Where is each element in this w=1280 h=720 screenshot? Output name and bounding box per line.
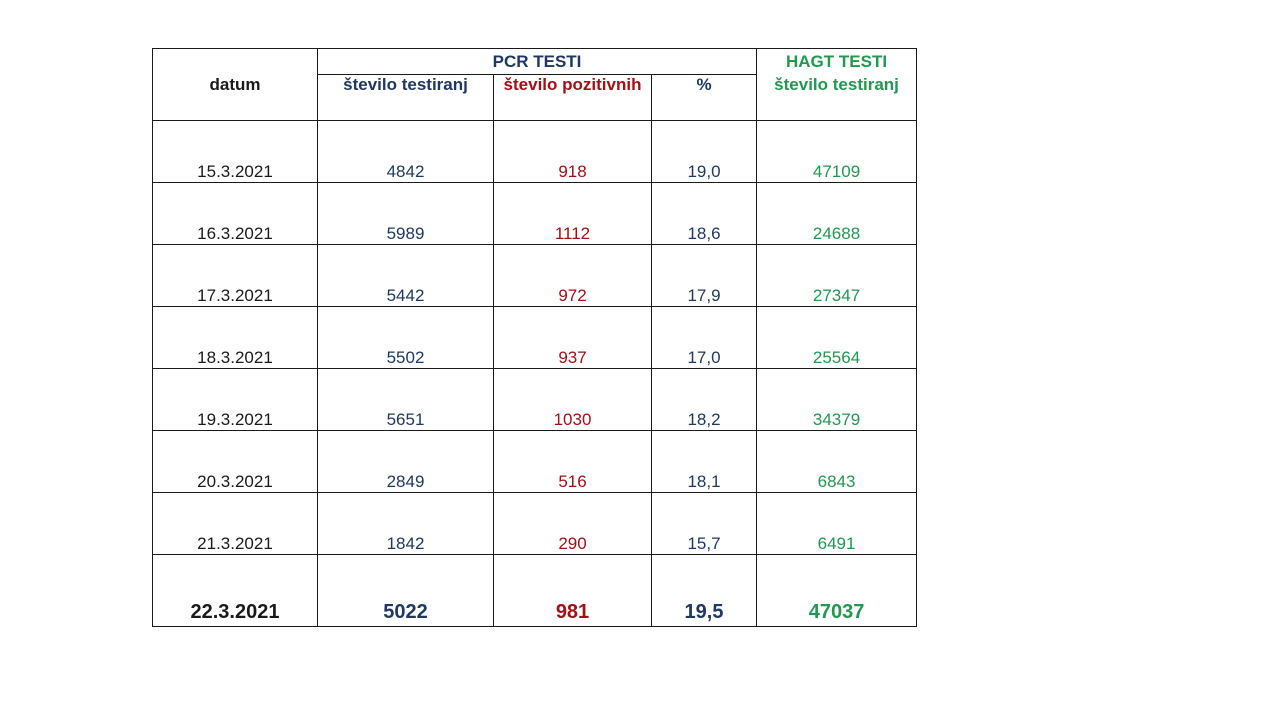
cell-positive: 972: [494, 245, 652, 307]
cell-date: 22.3.2021: [153, 555, 318, 627]
cell-date: 18.3.2021: [153, 307, 318, 369]
cell-pcr-tests: 1842: [318, 493, 494, 555]
cell-date: 19.3.2021: [153, 369, 318, 431]
cell-pcr-tests: 5989: [318, 183, 494, 245]
table-row: [153, 431, 917, 493]
cell-pcr-tests: 2849: [318, 431, 494, 493]
cell-percent: 19,5: [652, 555, 757, 627]
cell-hagt-tests: 6491: [757, 493, 917, 555]
table-row: [153, 307, 917, 369]
cell-percent: 18,1: [652, 431, 757, 493]
cell-date: 17.3.2021: [153, 245, 318, 307]
cell-positive: 937: [494, 307, 652, 369]
cell-percent: 17,9: [652, 245, 757, 307]
table-row: [153, 183, 917, 245]
header-hagt-group: HAGT TESTI: [757, 49, 917, 75]
table-row: [153, 369, 917, 431]
cell-positive: 290: [494, 493, 652, 555]
cell-pcr-tests: 5022: [318, 555, 494, 627]
cell-date: 21.3.2021: [153, 493, 318, 555]
cell-positive: 981: [494, 555, 652, 627]
header-pcr-tests: število testiranj: [318, 75, 494, 121]
testing-table-sheet: [152, 48, 916, 626]
cell-percent: 15,7: [652, 493, 757, 555]
table-row: [153, 245, 917, 307]
cell-pcr-tests: 5442: [318, 245, 494, 307]
cell-hagt-tests: 25564: [757, 307, 917, 369]
table-row-highlight: [153, 555, 917, 627]
cell-positive: 918: [494, 121, 652, 183]
cell-percent: 19,0: [652, 121, 757, 183]
cell-positive: 1112: [494, 183, 652, 245]
table-row: [153, 121, 917, 183]
cell-positive: 1030: [494, 369, 652, 431]
cell-date: 15.3.2021: [153, 121, 318, 183]
cell-percent: 17,0: [652, 307, 757, 369]
cell-percent: 18,6: [652, 183, 757, 245]
header-group-row: [153, 49, 917, 75]
cell-pcr-tests: 5651: [318, 369, 494, 431]
cell-hagt-tests: 47109: [757, 121, 917, 183]
header-hagt-tests: število testiranj: [757, 75, 917, 121]
cell-hagt-tests: 6843: [757, 431, 917, 493]
cell-percent: 18,2: [652, 369, 757, 431]
header-pcr-group: PCR TESTI: [318, 49, 757, 75]
cell-pcr-tests: 4842: [318, 121, 494, 183]
header-pcr-positive: število pozitivnih: [494, 75, 652, 121]
table-row: [153, 493, 917, 555]
cell-hagt-tests: 47037: [757, 555, 917, 627]
cell-hagt-tests: 34379: [757, 369, 917, 431]
cell-date: 16.3.2021: [153, 183, 318, 245]
cell-positive: 516: [494, 431, 652, 493]
testing-table: [152, 48, 917, 627]
header-percent: %: [652, 75, 757, 121]
cell-date: 20.3.2021: [153, 431, 318, 493]
cell-pcr-tests: 5502: [318, 307, 494, 369]
cell-hagt-tests: 27347: [757, 245, 917, 307]
header-datum: datum: [153, 49, 318, 121]
cell-hagt-tests: 24688: [757, 183, 917, 245]
